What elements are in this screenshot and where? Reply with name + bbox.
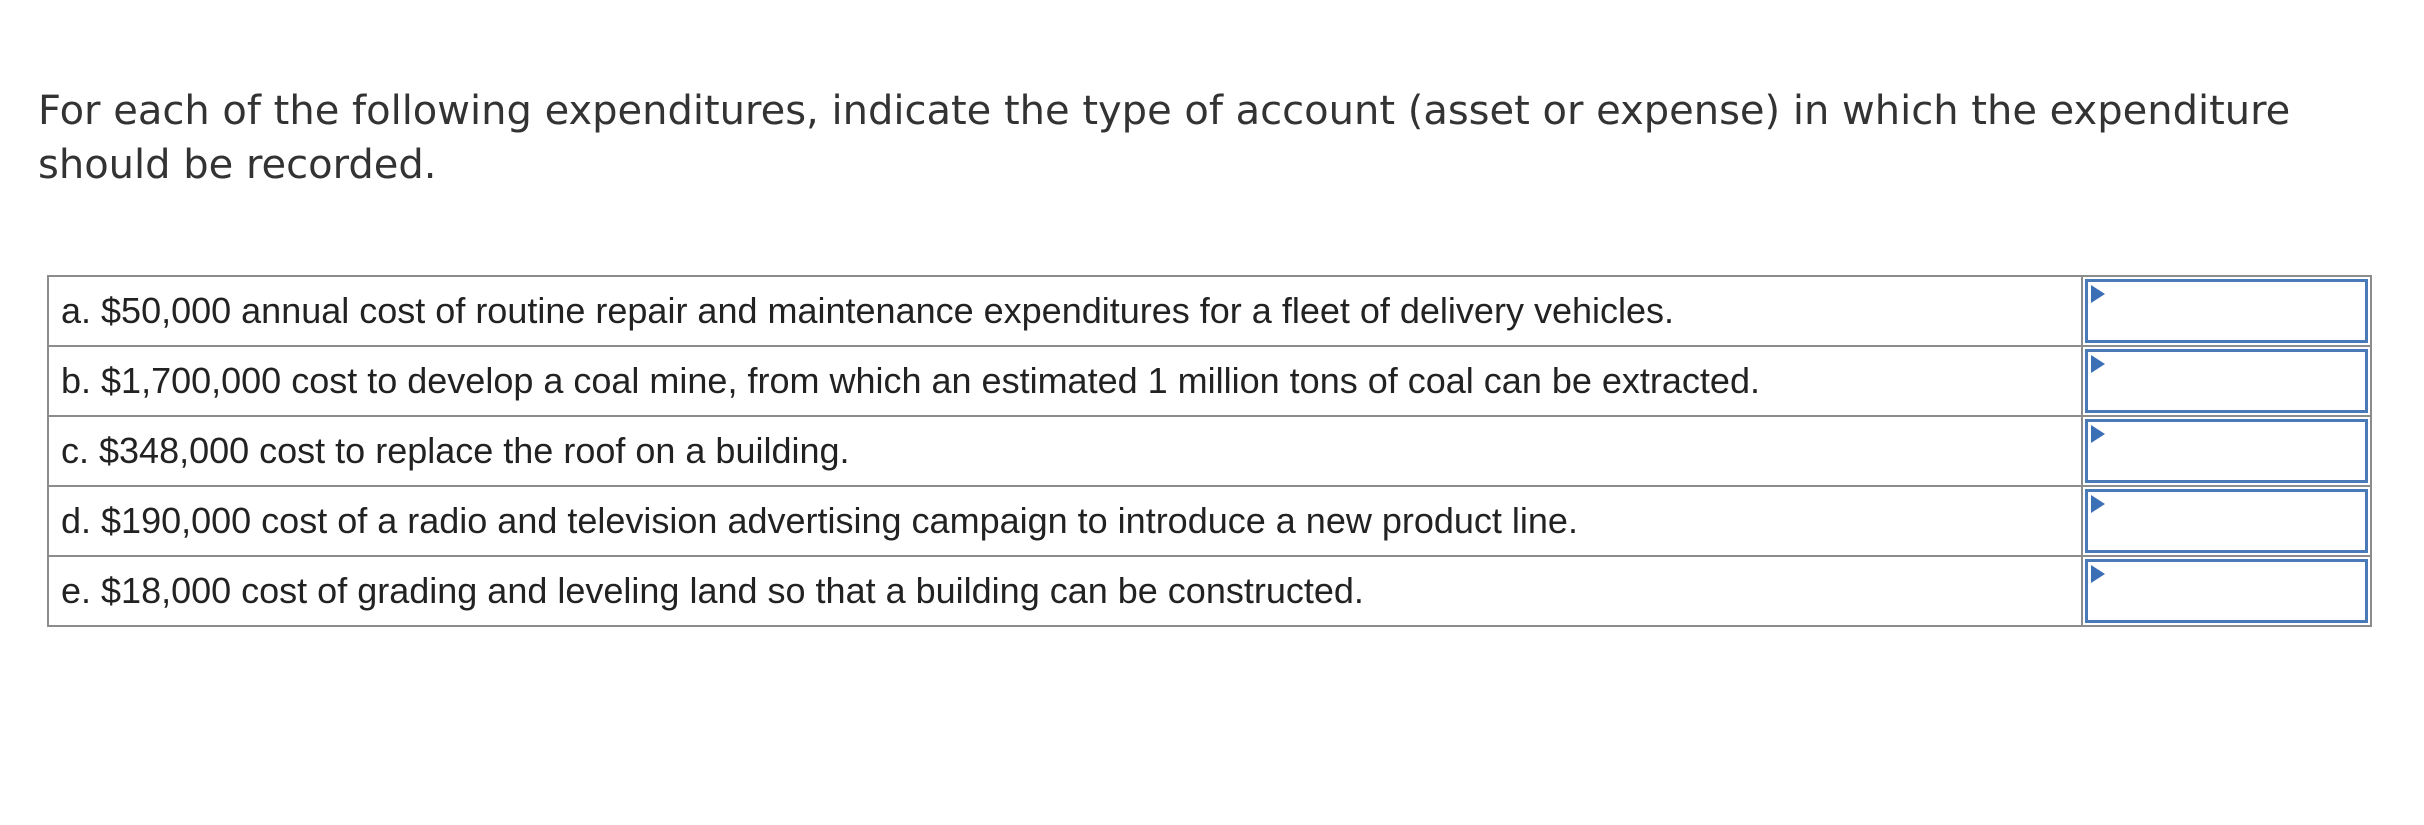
dropdown-triangle-icon xyxy=(2091,425,2105,443)
expenditure-description: a. $50,000 annual cost of routine repair and maintenance expenditures for a fleet of delivery vehicles. xyxy=(48,276,2082,346)
table-row xyxy=(48,276,2371,346)
expenditure-description: d. $190,000 cost of a radio and television advertising campaign to introduce a new product line. xyxy=(48,486,2082,556)
dropdown-triangle-icon xyxy=(2091,355,2105,373)
table-row xyxy=(48,416,2371,486)
table-row xyxy=(48,486,2371,556)
table-row xyxy=(48,346,2371,416)
answer-cell xyxy=(2082,486,2371,556)
answer-dropdown[interactable] xyxy=(2085,279,2368,343)
dropdown-triangle-icon xyxy=(2091,495,2105,513)
answer-dropdown[interactable] xyxy=(2085,419,2368,483)
answer-cell xyxy=(2082,556,2371,626)
answer-dropdown[interactable] xyxy=(2085,489,2368,553)
answer-dropdown[interactable] xyxy=(2085,349,2368,413)
expenditure-description: b. $1,700,000 cost to develop a coal mine, from which an estimated 1 million tons of coal can be extracted. xyxy=(48,346,2082,416)
answer-cell xyxy=(2082,416,2371,486)
answer-cell xyxy=(2082,276,2371,346)
answer-cell xyxy=(2082,346,2371,416)
expenditure-description: e. $18,000 cost of grading and leveling land so that a building can be constructed. xyxy=(48,556,2082,626)
question-instructions: For each of the following expenditures, indicate the type of account (asset or expense) in which the expenditure should be recorded. xyxy=(38,88,2291,188)
expenditure-description: c. $348,000 cost to replace the roof on a building. xyxy=(48,416,2082,486)
expenditure-table xyxy=(47,275,2372,627)
dropdown-triangle-icon xyxy=(2091,285,2105,303)
dropdown-triangle-icon xyxy=(2091,565,2105,583)
table-row xyxy=(48,556,2371,626)
answer-dropdown[interactable] xyxy=(2085,559,2368,623)
